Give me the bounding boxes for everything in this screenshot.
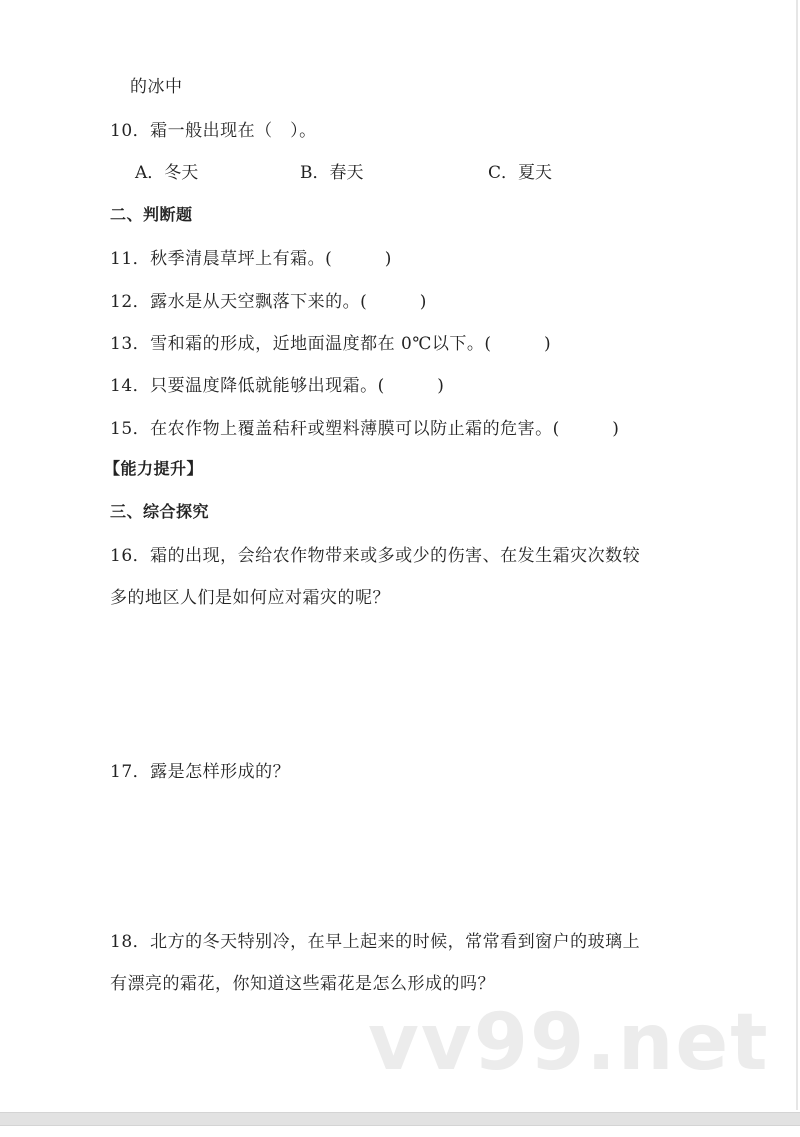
- question-18-line-1: 18．北方的冬天特别冷，在早上起来的时候，常常看到窗户的玻璃上: [110, 932, 641, 952]
- question-16-line-1: 16．霜的出现，会给农作物带来或多或少的伤害、在发生霜灾次数较: [110, 546, 641, 566]
- question-10-option-a: A．冬天: [135, 163, 199, 183]
- section-2-title: 二、判断题: [110, 205, 193, 224]
- question-17: 17．露是怎样形成的？: [110, 762, 291, 782]
- page-separator: [0, 1112, 800, 1126]
- question-16-line-2: 多的地区人们是如何应对霜灾的呢？: [110, 588, 390, 608]
- next-page-edge: [0, 1126, 800, 1137]
- question-15: 15．在农作物上覆盖秸秆或塑料薄膜可以防止霜的危害。( ): [110, 419, 620, 439]
- watermark: vv99.net: [368, 998, 770, 1088]
- question-10-stem: 10．霜一般出现在（ ）。: [110, 121, 317, 141]
- question-12: 12．露水是从天空飘落下来的。( ): [110, 292, 427, 312]
- question-10-option-b: B．春天: [300, 163, 364, 183]
- question-11: 11．秋季清晨草坪上有霜。( ): [110, 249, 392, 269]
- question-18-line-2: 有漂亮的霜花，你知道这些霜花是怎么形成的吗？: [110, 974, 495, 994]
- continuation-text: 的冰中: [130, 77, 183, 97]
- question-14: 14．只要温度降低就能够出现霜。( ): [110, 376, 445, 396]
- ability-title: 【能力提升】: [104, 459, 204, 478]
- section-3-title: 三、综合探究: [110, 502, 210, 521]
- question-10-option-c: C．夏天: [488, 163, 553, 183]
- question-13: 13．雪和霜的形成，近地面温度都在 0℃以下。( ): [110, 334, 552, 354]
